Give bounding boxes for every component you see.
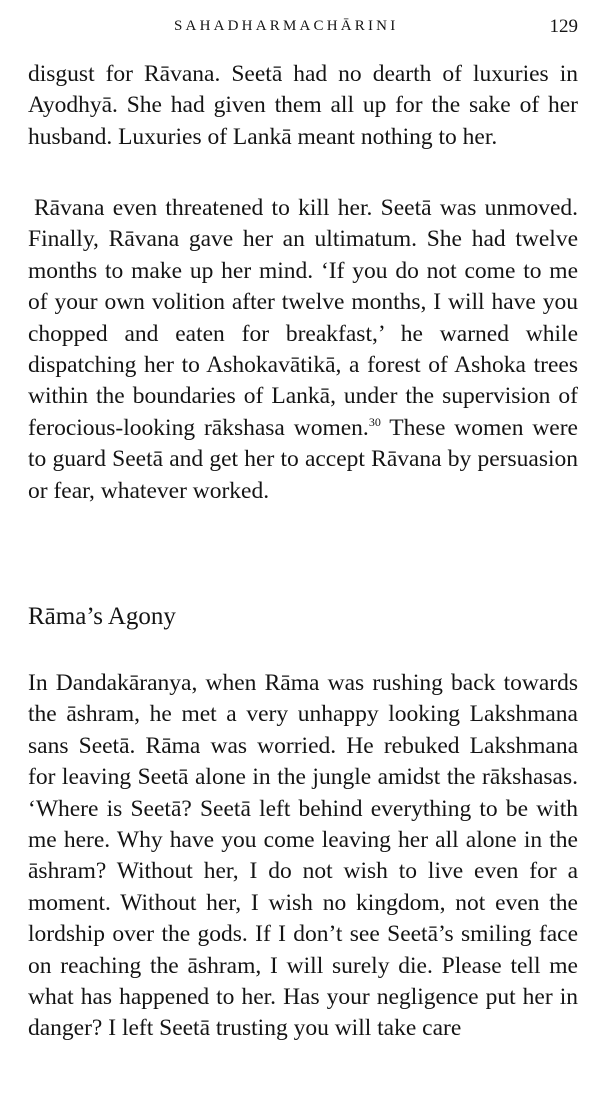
page-number: 129: [549, 16, 578, 37]
paragraph-text: In Dandakāranya, when Rāma was rushing back towards the āshram, he met a very unhappy looking Lakshmana sans Seetā. Rāma was worried. He rebuked Lakshmana for leaving Seetā alone in the jungle amidst the rākshasas. ‘Where is Seetā? Seetā left behind everything to be with me here. Why have you come leaving her all alone in the āshram? Without her, I do not wish to live even for a moment. Without her, I wish no kingdom, not even the lordship over the gods. If I don’t see Seetā’s smiling face on reaching the āshram, I will surely die. Please tell me what has happened to her. Has your negligence put her in danger? I left Seetā trusting you will take care: [28, 670, 578, 1042]
paragraph-continued: [28, 59, 578, 153]
paragraph-ultimatum: [28, 193, 578, 507]
paragraph-text-part: Rāvana even threatened to kill her. Seetā was unmoved. Finally, Rāvana gave her an ultimatum. She had twelve months to make up her mind. ‘If you do not come to me of your own volition after twelve months, I will have you chopped and eaten for breakfast,’ he warned while dispatching her to Ashokavātikā, a forest of Ashoka trees within the boundaries of Lankā, under the supervision of ferocious-looking rākshasa women.: [28, 195, 578, 441]
paragraph-text: disgust for Rāvana. Seetā had no dearth of luxuries in Ayodhyā. She had given them all up for the sake of her husband. Luxuries of Lankā meant nothing to her.: [28, 61, 578, 150]
footnote-marker[interactable]: 30: [368, 414, 381, 429]
running-head-title: SAHADHARMACHĀRINI: [174, 18, 399, 34]
paragraph-text-part: These women were to guard Seetā and get her to accept Rāvana by persuasion or fear, whatever worked.: [28, 414, 578, 504]
paragraph-text-with-note: [28, 193, 578, 507]
paragraph-ramas-agony: [28, 668, 578, 1045]
section-heading: Rāma’s Agony: [28, 603, 176, 630]
